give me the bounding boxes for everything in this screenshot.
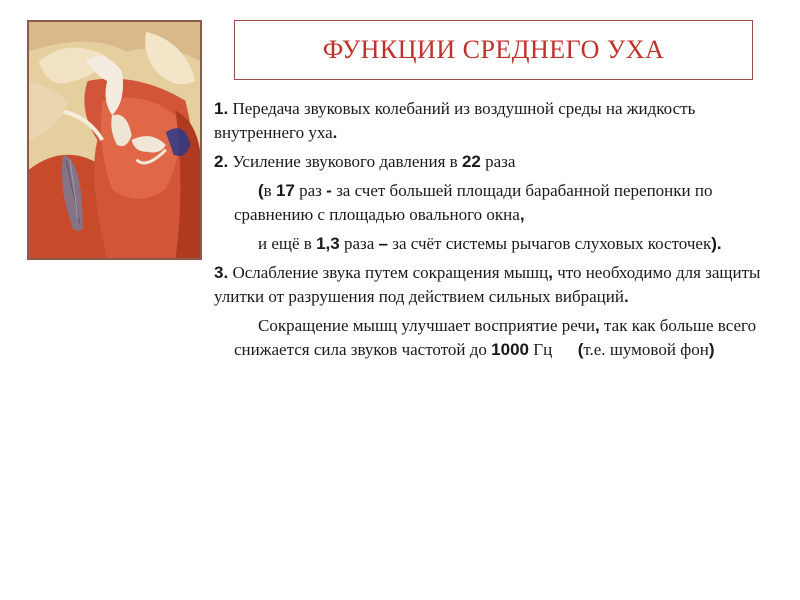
middle-ear-anatomy-image	[29, 22, 200, 258]
list-item-2-detail-2	[214, 232, 774, 256]
punctuation: –	[378, 234, 388, 253]
value: 1000	[491, 340, 529, 359]
text: и ещё в	[258, 234, 312, 253]
list-item-3	[214, 261, 774, 309]
middle-ear-illustration	[27, 20, 202, 260]
text: шумовой фон	[609, 340, 709, 359]
text: т.е.	[583, 340, 606, 359]
text: так как больше всего снижается сила звуков частотой до	[234, 316, 757, 359]
title-box	[234, 20, 753, 80]
note-paragraph	[214, 314, 774, 362]
item-text: Передача звуковых колебаний из воздушной среды на жидкость внутреннего уха	[214, 99, 696, 142]
punctuation: ,	[595, 316, 600, 335]
text: за счёт системы рычагов слуховых косточек	[392, 234, 712, 253]
punctuation: ).	[711, 234, 722, 253]
item-text: что необходимо для защиты улитки от разрушения под действием сильных вибраций	[214, 263, 761, 306]
punctuation: -	[326, 181, 332, 200]
punctuation: )	[708, 340, 715, 359]
text: за счет большей площади барабанной перепонки по сравнению с площадью овального окна	[234, 181, 713, 224]
value: 1,3	[316, 234, 340, 253]
text: в	[263, 181, 272, 200]
item-text: Ослабление звука путем сокращения мышц	[232, 263, 549, 282]
item-number: 3.	[214, 263, 229, 282]
text: раза	[343, 234, 375, 253]
punctuation: (	[258, 181, 264, 200]
page-title: ФУНКЦИИ СРЕДНЕГО УХА	[322, 35, 665, 64]
list-item-2-detail-1	[214, 179, 774, 227]
list-item-1	[214, 97, 774, 145]
value: 22	[461, 152, 481, 171]
unit: раза	[485, 152, 516, 171]
value: 17	[275, 181, 295, 200]
content	[214, 97, 774, 362]
punctuation: .	[332, 123, 338, 142]
punctuation: (	[577, 340, 584, 359]
text: Сокращение мышц улучшает восприятие речи	[258, 316, 596, 335]
item-text: Усиление звукового давления в	[232, 152, 458, 171]
punctuation: ,	[548, 263, 553, 282]
list-item-2	[214, 150, 774, 174]
item-number: 1.	[214, 99, 229, 118]
punctuation: ,	[519, 205, 525, 224]
punctuation: .	[623, 287, 629, 306]
text: раз	[299, 181, 322, 200]
item-number: 2.	[214, 152, 229, 171]
unit: Гц	[533, 340, 553, 359]
